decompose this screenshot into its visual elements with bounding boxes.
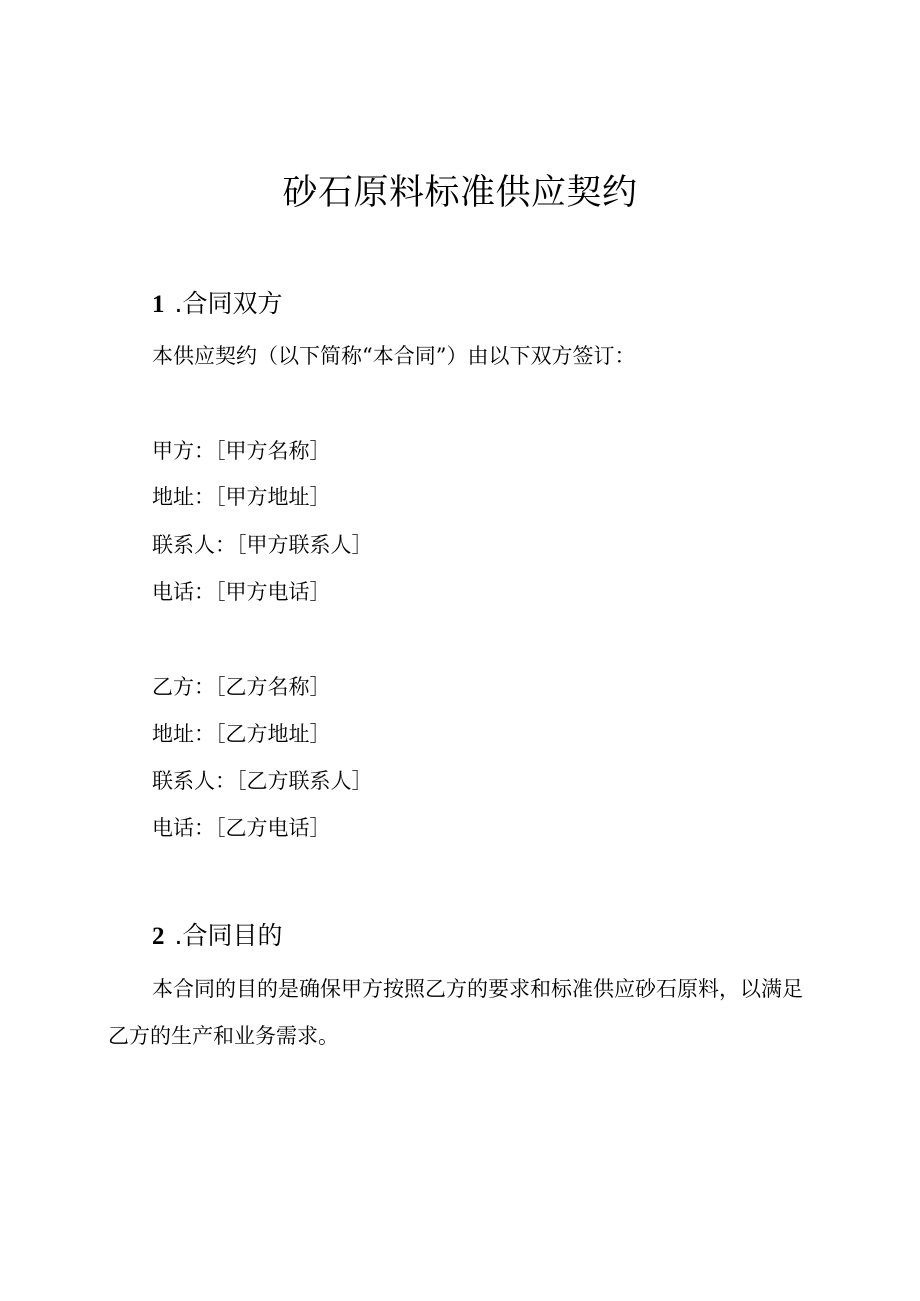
section-heading-parties	[152, 286, 282, 323]
document-title: 砂石原料标准供应契约	[282, 173, 638, 213]
party-b-contact: 联系人：［乙方联系人］	[152, 769, 373, 793]
section-title: .合同目的	[174, 921, 283, 950]
party-a-phone: 电话：［甲方电话］	[152, 580, 331, 604]
party-a-address: 地址：［甲方地址］	[152, 485, 331, 509]
party-b-phone: 电话：［乙方电话］	[152, 816, 331, 840]
party-b-name: 乙方：［乙方名称］	[152, 675, 331, 699]
purpose-paragraph: 本合同的目的是确保甲方按照乙方的要求和标准供应砂石原料，以满足乙方的生产和业务需求。	[108, 977, 803, 1048]
party-a-contact: 联系人：［甲方联系人］	[152, 533, 373, 557]
section-heading-purpose	[152, 918, 282, 955]
party-a-name: 甲方：［甲方名称］	[152, 439, 331, 463]
party-b-address: 地址：［乙方地址］	[152, 722, 331, 746]
section-number: 2	[152, 923, 165, 950]
section-title: .合同双方	[174, 289, 283, 318]
section-number: 1	[152, 291, 165, 318]
parties-intro: 本供应契约（以下简称“本合同”）由以下双方签订：	[152, 344, 636, 368]
